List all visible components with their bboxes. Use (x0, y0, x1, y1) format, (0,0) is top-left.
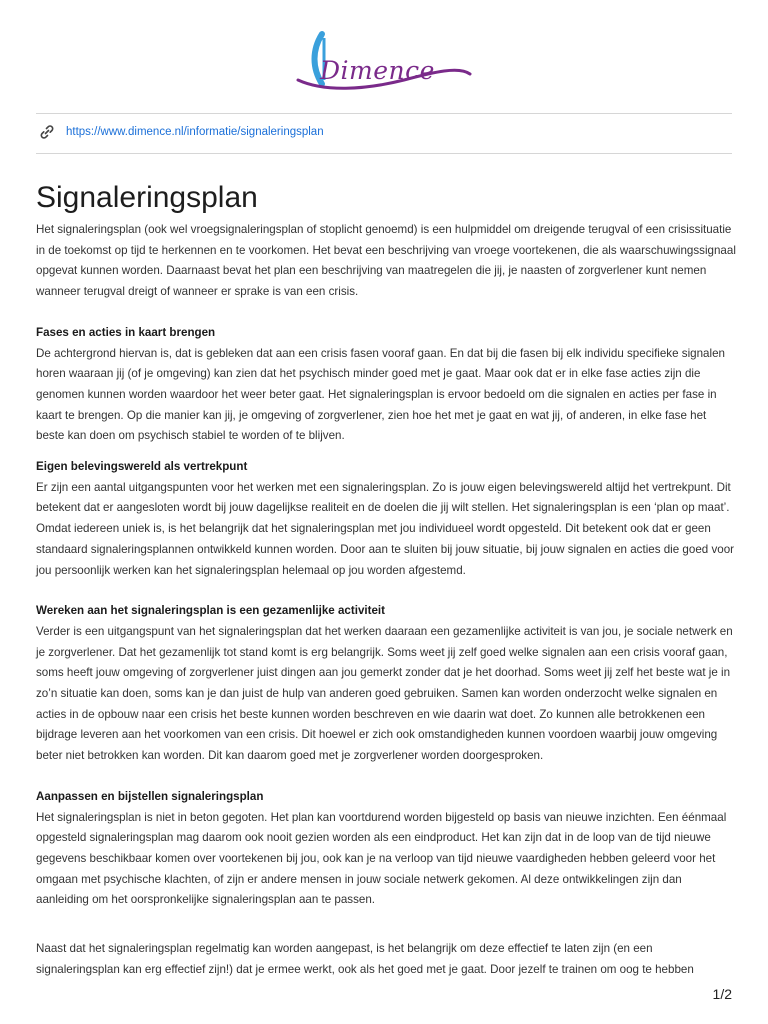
dimence-logo (294, 28, 474, 98)
section-heading: Aanpassen en bijstellen signaleringsplan (36, 789, 264, 803)
intro-paragraph: Het signaleringsplan (ook wel vroegsignaleringsplan of stoplicht genoemd) is een hulpmiddel om dreigende terugval of een crisissituatie in de toekomst op tijd te herkennen en te voorkomen. Het bevat een beschrijving van vroege voortekenen, die als waarschuwingssignaal opgevat kunnen worden. Daarnaast bevat het plan een beschrijving van maatregelen die jij, je naasten of zorgverlener kunt nemen wanneer terugval dreigt of wanneer er sprake is van een crisis. (36, 223, 736, 299)
section-paragraph: Verder is een uitgangspunt van het signaleringsplan dat het werken daaraan een gezamenlijke activiteit is van jou, je sociale netwerk en je zorgverlener. Dat het gezamenlijk tot stand komt is erg belangrijk. Soms weet jij zelf goed welke signalen aan een crisis vooraf gaan, soms heeft jouw omgeving of zorgverlener juist dingen aan jou gemerkt zonder dat je het doorhad. Soms weet jij zelf het beste wat je in zo’n situatie kan doen, soms kan je dan juist de hulp van anderen goed gebruiken. Samen kan worden onderzocht welke signalen en acties in de opbouw naar een crisis het beste kunnen worden beschreven en wie daarin wat doet. Zo kunnen alle betrokkenen een bijdrage leveren aan het voorkomen van een crisis. Dit hoewel er zich ook omstandigheden kunnen voordoen waarbij jouw omgeving beter niet betrokken kan worden. Dit kan daarom goed met je zorgverlener worden doorgesproken. (36, 624, 733, 763)
logo-wordmark: Dimence (320, 56, 435, 85)
section-paragraph: Het signaleringsplan is niet in beton gegoten. Het plan kan voortdurend worden bijgesteld op basis van nieuwe inzichten. Een éénmaal opgesteld signaleringsplan mag daarom ook nooit gezien worden als een eindproduct. Het kan zijn dat in de loop van de tijd nieuwe gegevens beschikbaar komen over voortekenen bij jou, ook kan je na verloop van tijd nieuwe vaardigheden hebben geleerd voor het omgaan met psychische klachten, of zijn er andere mensen in jouw sociale netwerk gekomen. Al deze ontwikkelingen zijn dan aanleiding om het oorspronkelijke signaleringsplan aan te passen. (36, 810, 727, 907)
link-icon (38, 123, 56, 141)
divider (36, 113, 732, 114)
closing-paragraph: Naast dat het signaleringsplan regelmatig kan worden aangepast, is het belangrijk om deze effectief te laten zijn (en een signaleringsplan kan erg effectief zijn!) dat je ermee werkt, ook als het goed met je gaat. Door jezelf te trainen om oog te hebben (36, 942, 694, 976)
page-number: 1/2 (712, 986, 732, 1002)
section-heading: Fases en acties in kaart brengen (36, 325, 216, 339)
source-url-row (38, 120, 324, 144)
page-title: Signaleringsplan (36, 181, 258, 214)
section-paragraph: Er zijn een aantal uitgangspunten voor het werken met een signaleringsplan. Zo is jouw eigen belevingswereld altijd het vertrekpunt. Dit betekent dat er aangesloten wordt bij jouw dagelijkse realiteit en de doelen die jij wilt stellen. Het signaleringsplan is een ‘plan op maat’. Omdat iedereen uniek is, is het belangrijk dat het signaleringsplan met jou individueel wordt opgesteld. Dit betekent ook dat er geen standaard signaleringsplannen ontwikkeld kunnen worden. Door aan te sluiten bij jouw situatie, bij jouw signalen en acties die goed voor jou persoonlijk werken kan het signaleringsplan helemaal op jou worden afgestemd. (36, 480, 734, 577)
article (36, 178, 736, 981)
divider (36, 153, 732, 154)
source-url-link[interactable]: https://www.dimence.nl/informatie/signaleringsplan (66, 126, 324, 138)
section-heading: Wereken aan het signaleringsplan is een gezamenlijke activiteit (36, 604, 386, 618)
section-heading: Eigen belevingswereld als vertrekpunt (36, 460, 248, 474)
section-paragraph: De achtergrond hiervan is, dat is gebleken dat aan een crisis fasen vooraf gaan. En dat bij die fasen bij elk individu specifieke signalen horen waaraan jij (of je omgeving) kan zien dat het psychisch minder goed met je gaat. Maar ook dat er in elke fase acties zijn die genomen kunnen worden waardoor het weer beter gaat. Het signaleringsplan is ervoor bedoeld om die signalen en acties per fase in kaart te brengen. Op die manier kan jij, je omgeving of zorgverlener, zien hoe het met je gaat en wat jij, of anderen, in elke fase het beste kan doen om psychisch stabiel te worden of te blijven. (36, 346, 725, 443)
